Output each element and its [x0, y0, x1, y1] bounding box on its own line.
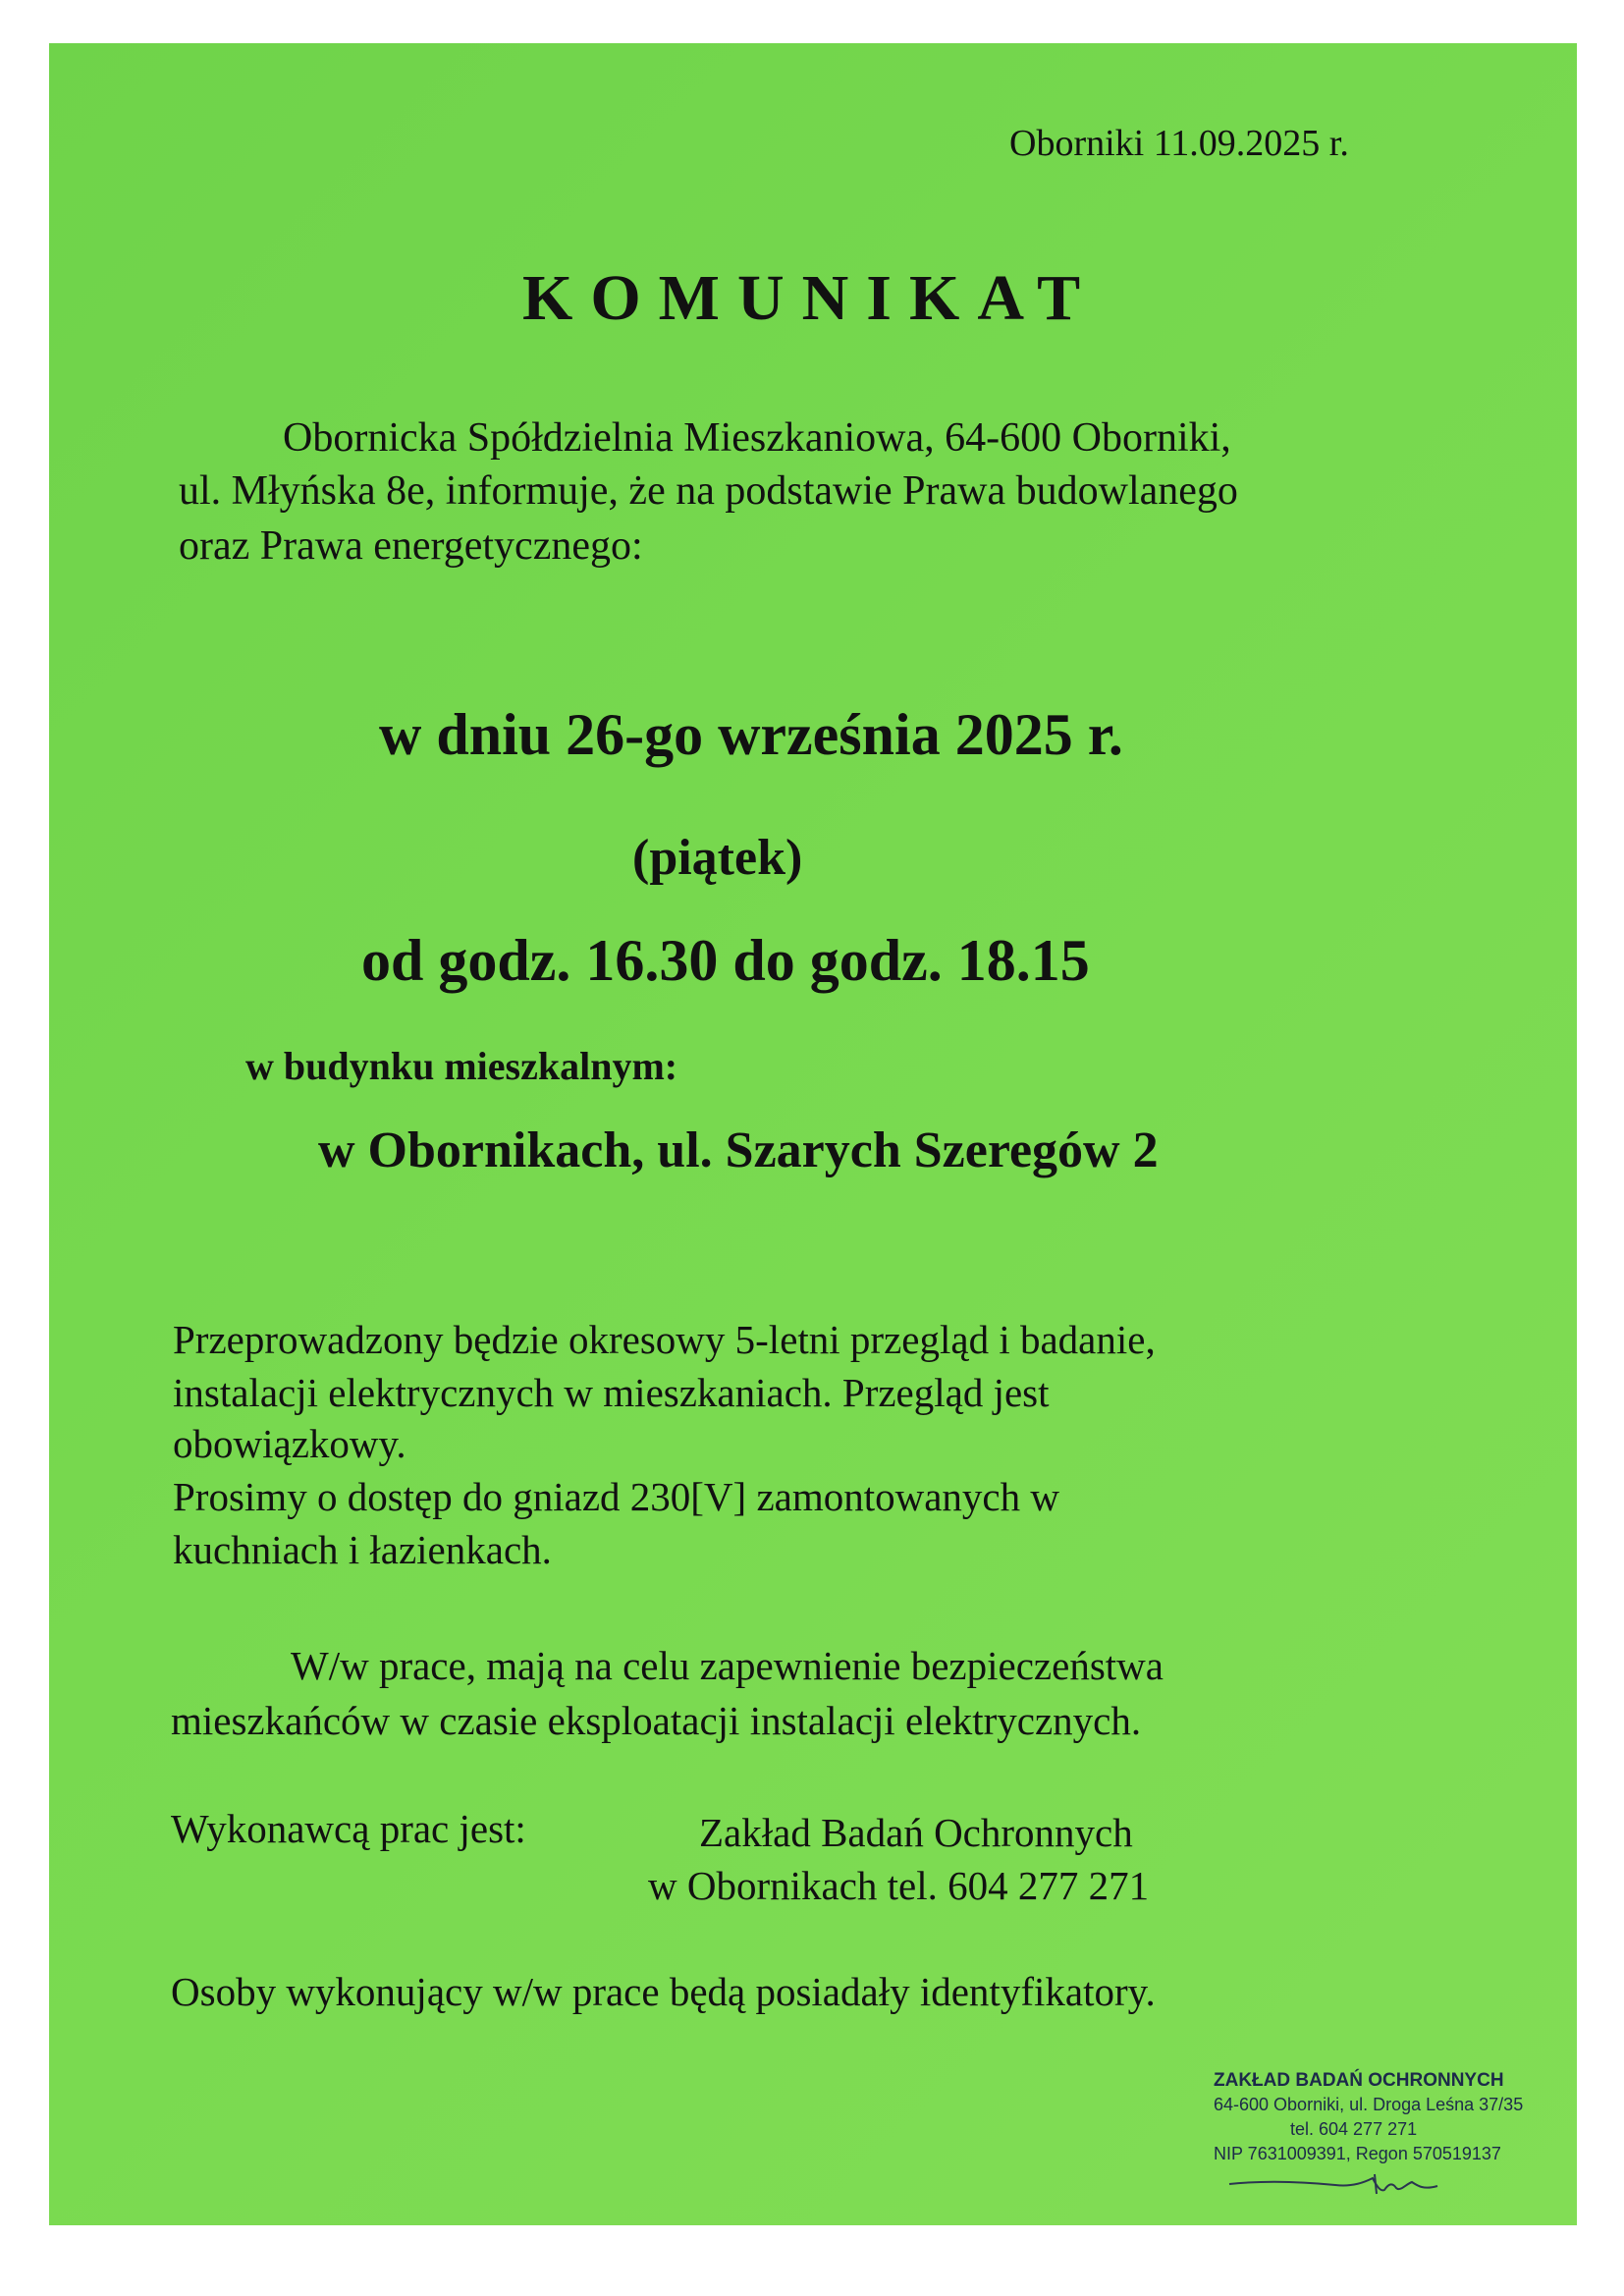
stamp-phone: tel. 604 277 271: [1290, 2119, 1418, 2139]
stamp-address: 64-600 Oborniki, ul. Droga Leśna 37/35: [1214, 2095, 1524, 2114]
building-address: w Obornikach, ul. Szarych Szeregów 2: [318, 1122, 1159, 1178]
event-hours: od godz. 16.30 do godz. 18.15: [361, 928, 1090, 993]
details-line-4: Prosimy o dostęp do gniazd 230[V] zamontowanych w: [173, 1474, 1059, 1519]
contractor-label: Wykonawcą prac jest:: [171, 1806, 526, 1851]
event-date: w dniu 26-go września 2025 r.: [379, 702, 1123, 767]
intro-line-3: oraz Prawa energetycznego:: [179, 523, 643, 569]
details-line-2: instalacji elektrycznych w mieszkaniach. Przegląd jest: [173, 1370, 1050, 1415]
contractor-name: Zakład Badań Ochronnych: [699, 1810, 1133, 1855]
notice-title: KOMUNIKAT: [522, 262, 1099, 334]
signature-icon: [1227, 2164, 1443, 2204]
stamp-registration: NIP 7631009391, Regon 570519137: [1214, 2144, 1501, 2163]
intro-line-1: Obornicka Spółdzielnia Mieszkaniowa, 64-600 Oborniki,: [283, 415, 1231, 461]
details-line-1: Przeprowadzony będzie okresowy 5-letni przegląd i badanie,: [173, 1317, 1156, 1362]
details-line-5: kuchniach i łazienkach.: [173, 1527, 552, 1572]
notice-sheet: [49, 43, 1577, 2225]
purpose-line-1: W/w prace, mają na celu zapewnienie bezpieczeństwa: [291, 1643, 1164, 1688]
contractor-city-phone: w Obornikach tel. 604 277 271: [648, 1863, 1150, 1908]
stamp-company-name: ZAKŁAD BADAŃ OCHRONNYCH: [1214, 2070, 1504, 2091]
closing-note: Osoby wykonujący w/w prace będą posiadały identyfikatory.: [171, 1969, 1156, 2014]
details-line-3: obowiązkowy.: [173, 1421, 406, 1466]
company-stamp: [1214, 2068, 1523, 2166]
notice-date: Oborniki 11.09.2025 r.: [1009, 123, 1349, 164]
intro-line-2: ul. Młyńska 8e, informuje, że na podstawie Prawa budowlanego: [179, 468, 1238, 514]
building-label: w budynku mieszkalnym:: [245, 1044, 678, 1088]
event-weekday: (piątek): [632, 830, 803, 886]
purpose-line-2: mieszkańców w czasie eksploatacji instalacji elektrycznych.: [171, 1698, 1142, 1743]
